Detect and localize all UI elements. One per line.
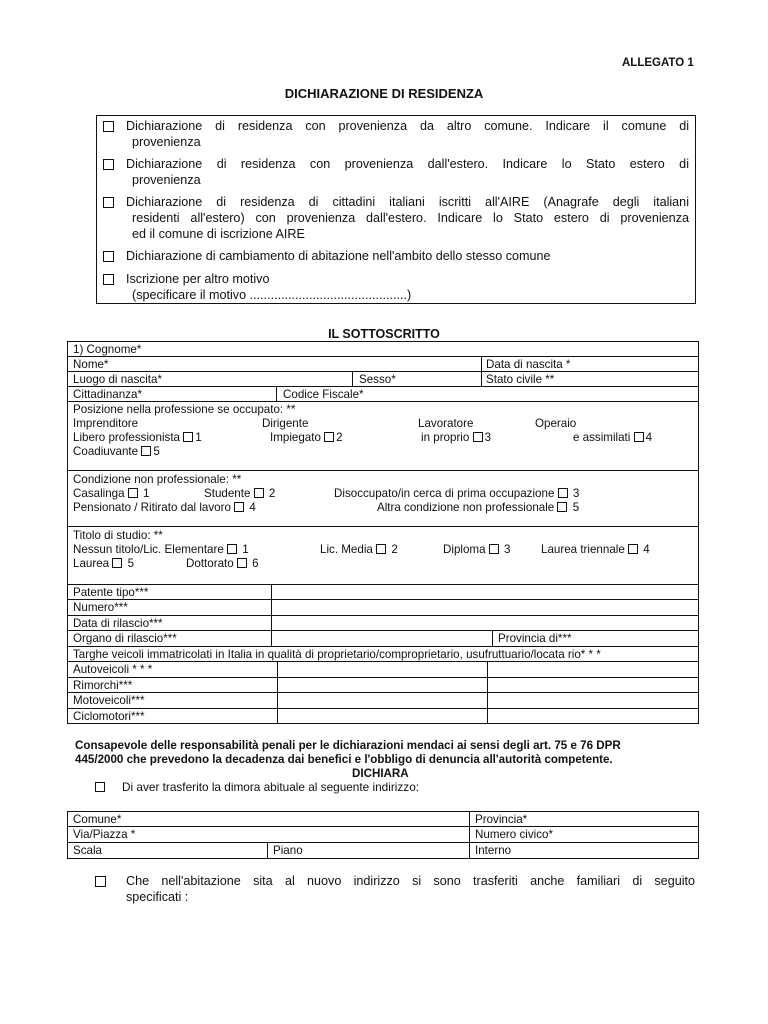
- option-altro-motivo: [103, 271, 689, 303]
- option-text: provenienza: [132, 173, 201, 187]
- codice-fiscale-label: Codice Fiscale*: [283, 388, 364, 401]
- option-text: provenienza: [132, 135, 201, 149]
- sesso-label: Sesso*: [359, 373, 396, 386]
- option-number: 3: [572, 487, 580, 500]
- cognome-label: 1) Cognome*: [73, 343, 142, 356]
- checkbox-icon[interactable]: [103, 251, 114, 262]
- condizione-option-1: [73, 487, 149, 500]
- option-label: Pensionato / Ritirato dal lavoro: [73, 501, 231, 514]
- autoveicoli-label: Autoveicoli * * *: [73, 663, 153, 676]
- checkbox-icon[interactable]: [183, 432, 193, 442]
- checkbox-icon[interactable]: [112, 558, 122, 568]
- option-text: Di aver trasferito la dimora abituale al seguente indirizzo:: [122, 780, 420, 794]
- personal-data-table: [67, 341, 699, 724]
- posizione-option-1: [73, 431, 202, 444]
- motoveicoli-label: Motoveicoli***: [73, 694, 145, 707]
- option-number: 2: [268, 487, 276, 500]
- titolo-option-2: [320, 543, 398, 556]
- option-number: 1: [195, 431, 202, 444]
- ciclomotori-label: Ciclomotori***: [73, 710, 145, 723]
- titolo-option-4: [541, 543, 650, 556]
- checkbox-icon[interactable]: [95, 876, 106, 887]
- option-text: Che nell'abitazione sita al nuovo indirizzo si sono trasferiti anche familiari di seguito: [126, 874, 695, 888]
- option-label: Casalinga: [73, 487, 125, 500]
- option-label: Laurea: [73, 557, 110, 570]
- data-rilascio-label: Data di rilascio***: [73, 617, 163, 630]
- option-text: Dichiarazione di residenza con provenienza da altro comune. Indicare il comune di: [126, 119, 689, 133]
- option-text: (specificare il motivo .............................................): [132, 288, 412, 302]
- posizione-option-4: [573, 431, 652, 444]
- luogo-nascita-label: Luogo di nascita*: [73, 373, 162, 386]
- option-label: Studente: [204, 487, 251, 500]
- cittadinanza-label: Cittadinanza*: [73, 388, 142, 401]
- posizione-lavoratore: Lavoratore: [418, 417, 474, 430]
- option-altro-comune: [103, 118, 689, 150]
- option-number: 2: [391, 543, 398, 556]
- checkbox-icon[interactable]: [489, 544, 499, 554]
- posizione-option-3: [421, 431, 491, 444]
- checkbox-icon[interactable]: [128, 488, 138, 498]
- checkbox-icon[interactable]: [473, 432, 483, 442]
- option-number: 1: [143, 487, 150, 500]
- titolo-option-5: [73, 557, 134, 570]
- option-cambio-abitazione: [103, 248, 689, 264]
- condizione-option-5: [377, 501, 579, 514]
- option-number: 4: [643, 543, 650, 556]
- page-title: DICHIARAZIONE DI RESIDENZA: [284, 86, 484, 101]
- option-text: Dichiarazione di residenza con provenienza dall'estero. Indicare lo Stato estero di: [126, 157, 689, 171]
- option-estero: [103, 156, 689, 188]
- titolo-option-3: [443, 543, 510, 556]
- option-number: 5: [153, 445, 160, 458]
- checkbox-icon[interactable]: [634, 432, 644, 442]
- provincia-di-label: Provincia di***: [498, 632, 572, 645]
- address-table: [67, 811, 699, 859]
- organo-rilascio-label: Organo di rilascio***: [73, 632, 177, 645]
- option-text: specificati :: [126, 890, 189, 904]
- allegato-label: ALLEGATO 1: [622, 57, 694, 69]
- residence-type-options: [96, 115, 696, 304]
- option-number: 3: [504, 543, 511, 556]
- option-aire: [103, 194, 689, 242]
- condizione-option-3: [334, 487, 579, 500]
- checkbox-icon[interactable]: [227, 544, 237, 554]
- section-title-sottoscritto: IL SOTTOSCRITTO: [328, 327, 440, 341]
- condizione-option-4: [73, 501, 256, 514]
- option-number: 4: [645, 431, 653, 444]
- via-label: Via/Piazza *: [73, 828, 136, 841]
- checkbox-icon[interactable]: [376, 544, 386, 554]
- option-label: Nessun titolo/Lic. Elementare: [73, 543, 224, 556]
- option-label: Libero professionista: [73, 431, 180, 444]
- provincia-label: Provincia*: [475, 813, 528, 826]
- trasferito-option: [95, 780, 419, 794]
- option-number: 4: [249, 501, 256, 514]
- checkbox-icon[interactable]: [557, 502, 567, 512]
- consapevole-line-1: Consapevole delle responsabilità penali per le dichiarazioni mendaci ai sensi degli art. 75 e 76 DPR: [75, 739, 621, 752]
- dichiara-heading: DICHIARA: [352, 767, 409, 780]
- option-label: in proprio: [421, 431, 470, 444]
- option-number: 5: [572, 501, 580, 514]
- option-number: 1: [242, 543, 249, 556]
- posizione-operaio: Operaio: [535, 417, 577, 430]
- condizione-title: Condizione non professionale: **: [73, 473, 242, 486]
- option-label: Impiegato: [270, 431, 321, 444]
- option-text: ed il comune di iscrizione AIRE: [132, 227, 305, 241]
- checkbox-icon[interactable]: [237, 558, 247, 568]
- numero-label: Numero***: [73, 601, 128, 614]
- interno-label: Interno: [475, 844, 512, 857]
- checkbox-icon[interactable]: [324, 432, 334, 442]
- familiari-option: [95, 873, 695, 905]
- option-text: Dichiarazione di cambiamento di abitazione nell'ambito dello stesso comune: [126, 249, 551, 263]
- option-number: 3: [484, 431, 492, 444]
- posizione-imprenditore: Imprenditore: [73, 417, 139, 430]
- checkbox-icon[interactable]: [254, 488, 264, 498]
- checkbox-icon[interactable]: [628, 544, 638, 554]
- option-label: Altra condizione non professionale: [377, 501, 555, 514]
- titolo-option-6: [186, 557, 259, 570]
- checkbox-icon[interactable]: [103, 121, 114, 132]
- option-number: 6: [252, 557, 259, 570]
- checkbox-icon[interactable]: [103, 197, 114, 208]
- option-number: 5: [127, 557, 135, 570]
- option-label: Coadiuvante: [73, 445, 139, 458]
- scala-label: Scala: [73, 844, 103, 857]
- option-text: Iscrizione per altro motivo: [126, 272, 270, 286]
- posizione-dirigente: Dirigente: [262, 417, 309, 430]
- option-label: Disoccupato/in cerca di prima occupazione: [334, 487, 555, 500]
- checkbox-icon[interactable]: [141, 446, 151, 456]
- rimorchi-label: Rimorchi***: [73, 679, 133, 692]
- targhe-label: Targhe veicoli immatricolati in Italia in qualità di proprietario/comproprietario, usufruttuario/locata rio* * *: [73, 648, 601, 661]
- civico-label: Numero civico*: [475, 828, 553, 841]
- stato-civile-label: Stato civile **: [486, 373, 555, 386]
- checkbox-icon[interactable]: [234, 502, 244, 512]
- option-text: residenti all'estero) con provenienza dall'estero. Indicare lo Stato estero di provenienza: [132, 211, 689, 225]
- nome-label: Nome*: [73, 358, 109, 371]
- posizione-option-2: [270, 431, 343, 444]
- posizione-title: Posizione nella professione se occupato: **: [73, 403, 296, 416]
- checkbox-icon[interactable]: [95, 782, 105, 792]
- option-label: e assimilati: [573, 431, 631, 444]
- patente-tipo-label: Patente tipo***: [73, 586, 149, 599]
- option-text: Dichiarazione di residenza di cittadini italiani iscritti all'AIRE (Anagrafe degli italiani: [126, 195, 689, 209]
- option-number: 2: [336, 431, 343, 444]
- titolo-option-1: [73, 543, 249, 556]
- checkbox-icon[interactable]: [558, 488, 568, 498]
- condizione-option-2: [204, 487, 275, 500]
- option-label: Diploma: [443, 543, 486, 556]
- piano-label: Piano: [273, 844, 303, 857]
- option-label: Dottorato: [186, 557, 234, 570]
- consapevole-line-2: 445/2000 che prevedono la decadenza dai benefici e l'obbligo di denuncia all'autorità competente.: [75, 753, 613, 766]
- comune-label: Comune*: [73, 813, 122, 826]
- option-label: Laurea triennale: [541, 543, 625, 556]
- data-nascita-label: Data di nascita *: [486, 358, 571, 371]
- titolo-title: Titolo di studio: **: [73, 529, 163, 542]
- checkbox-icon[interactable]: [103, 274, 114, 285]
- checkbox-icon[interactable]: [103, 159, 114, 170]
- posizione-option-5: [73, 445, 160, 458]
- option-label: Lic. Media: [320, 543, 373, 556]
